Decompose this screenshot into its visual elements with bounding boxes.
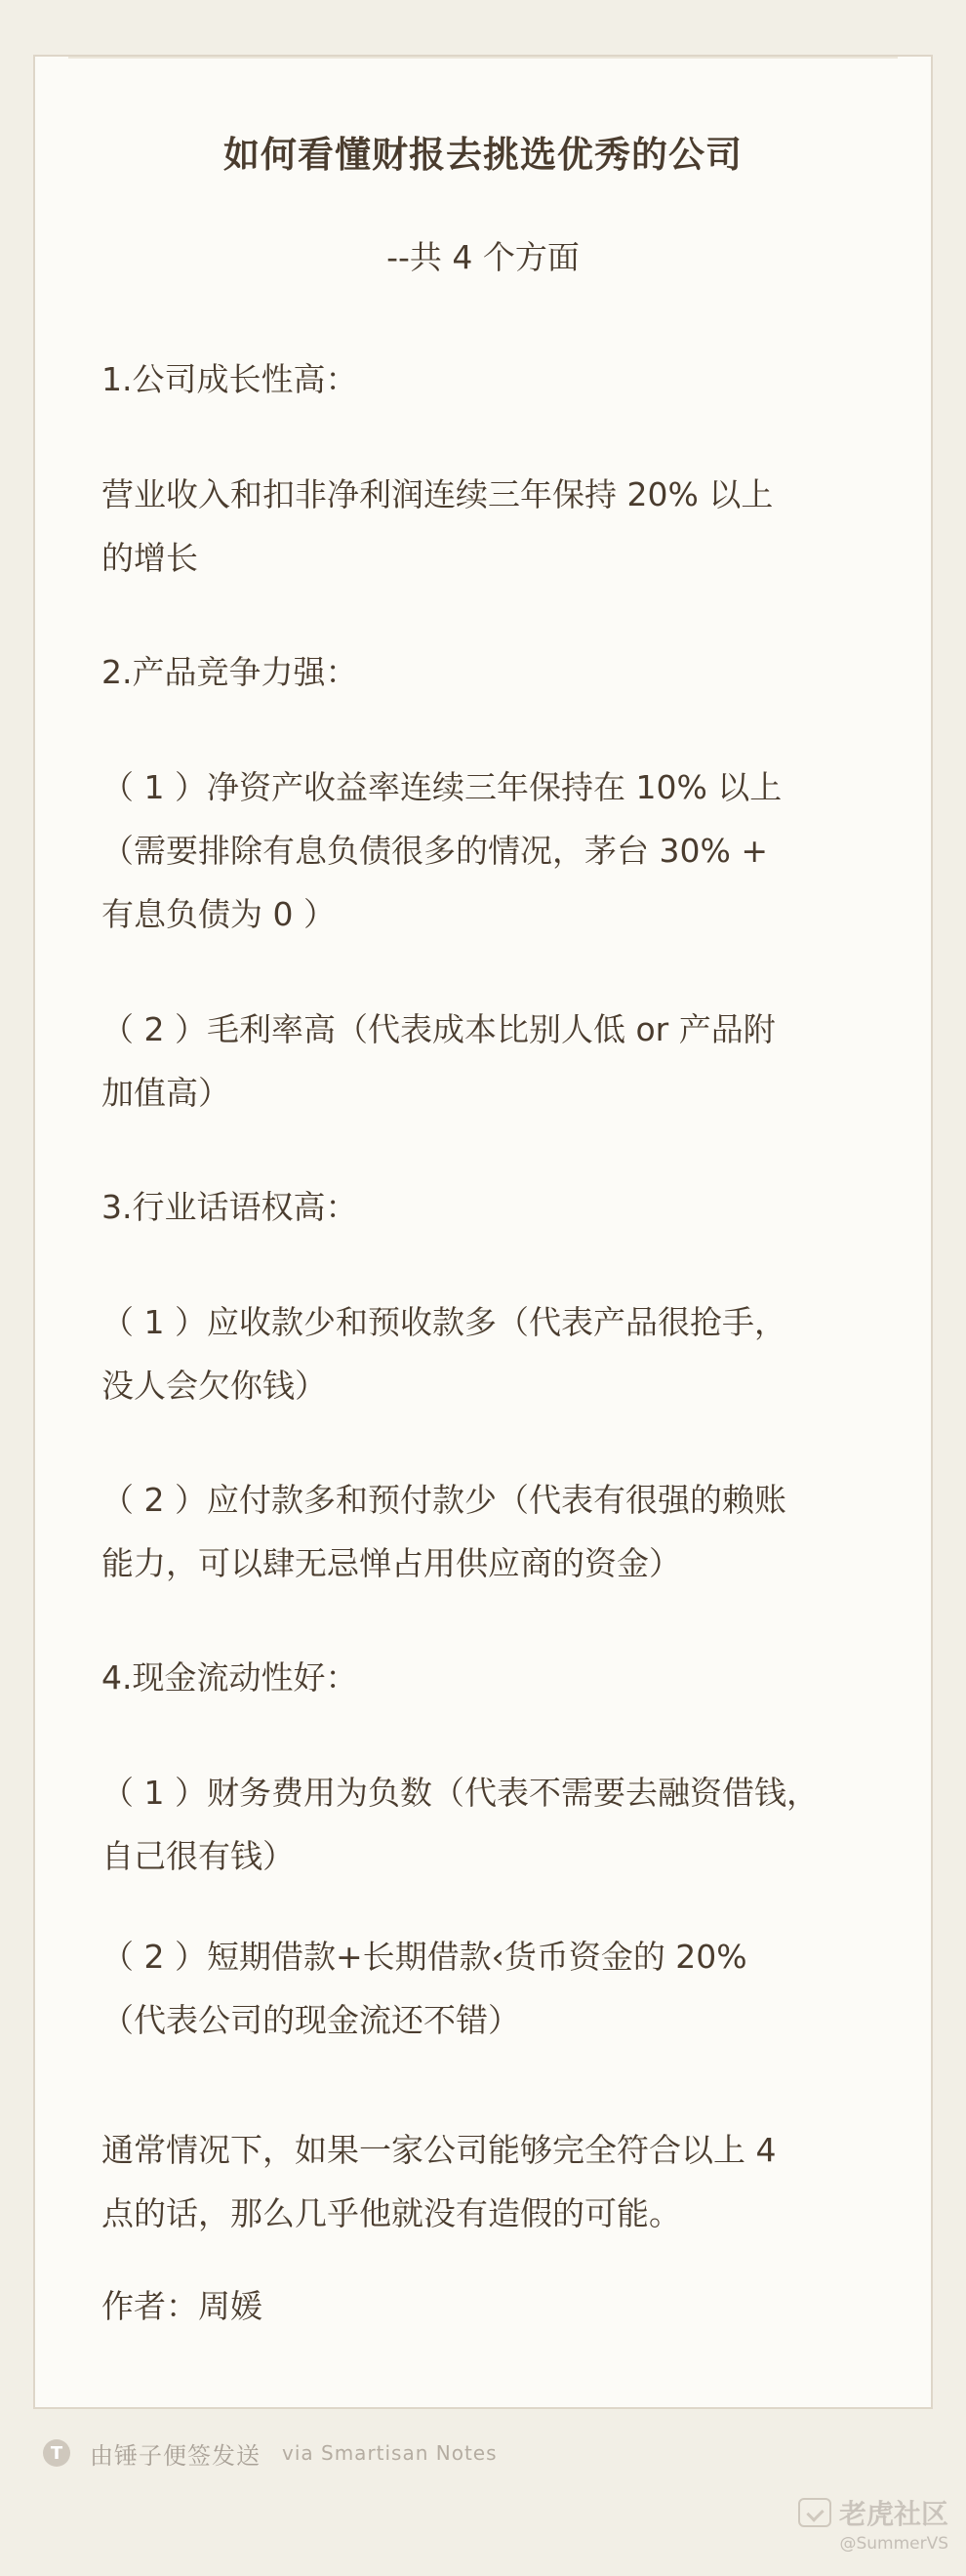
paragraph-line: （ 1 ）净资产收益率连续三年保持在 10% 以上 bbox=[101, 768, 783, 806]
paragraph-line: （ 2 ）毛利率高（代表成本比别人低 or 产品附 bbox=[101, 1010, 776, 1048]
footer-via-text: via Smartisan Notes bbox=[282, 2441, 498, 2465]
tiger-community-logo-icon bbox=[798, 2498, 831, 2527]
paragraph-line: （需要排除有息负债很多的情况，茅台 30% + bbox=[101, 832, 768, 870]
paragraph-line: 4.现金流动性好： bbox=[101, 1658, 358, 1697]
paragraph-line: 没人会欠你钱） bbox=[101, 1367, 327, 1405]
paragraph-line: 2.产品竞争力强： bbox=[101, 653, 358, 691]
watermark bbox=[798, 2493, 948, 2554]
paragraph-line: 作者：周媛 bbox=[101, 2287, 262, 2325]
watermark-user: @SummerVS bbox=[839, 2534, 948, 2554]
paragraph bbox=[101, 1290, 882, 1417]
note-subtitle: --共 4 个方面 bbox=[386, 238, 580, 276]
paragraph-line: 通常情况下，如果一家公司能够完全符合以上 4 bbox=[101, 2131, 777, 2169]
paragraph-line: （ 2 ）短期借款+长期借款‹货币资金的 20% bbox=[101, 1938, 747, 1976]
paragraph-line: 营业收入和扣非净利润连续三年保持 20% 以上 bbox=[101, 475, 774, 513]
paragraph bbox=[101, 1925, 882, 2052]
note-title: 如何看懂财报去挑选优秀的公司 bbox=[223, 134, 743, 176]
paragraph-line: 1.公司成长性高： bbox=[101, 360, 358, 398]
section-heading-4 bbox=[101, 1646, 882, 1709]
paragraph-line: 能力，可以肆无忌惮占用供应商的资金） bbox=[101, 1544, 681, 1582]
paragraph-line: （ 1 ）财务费用为负数（代表不需要去融资借钱， bbox=[101, 1774, 819, 1812]
paragraph-line: 的增长 bbox=[101, 539, 198, 577]
paragraph bbox=[101, 998, 882, 1124]
paragraph-line: （代表公司的现金流还不错） bbox=[101, 2001, 520, 2039]
paragraph-line: 点的话，那么几乎他就没有造假的可能。 bbox=[101, 2194, 681, 2232]
paragraph-line: （ 1 ）应收款少和预收款多（代表产品很抢手， bbox=[101, 1303, 786, 1341]
paragraph-line: （ 2 ）应付款多和预付款少（代表有很强的赖账 bbox=[101, 1481, 786, 1519]
footer-sent-text: 由锤子便签发送 bbox=[90, 2441, 261, 2470]
top-divider bbox=[68, 57, 898, 59]
watermark-brand: 老虎社区 bbox=[838, 2498, 948, 2530]
paragraph bbox=[101, 1761, 882, 1888]
footer bbox=[43, 2433, 498, 2473]
section-heading-3 bbox=[101, 1175, 882, 1239]
paragraph bbox=[101, 1468, 882, 1595]
note-card bbox=[33, 55, 933, 2409]
paragraph bbox=[101, 756, 882, 946]
paragraph-line: 有息负债为 0 ） bbox=[101, 895, 336, 933]
author-line bbox=[101, 2274, 882, 2338]
paragraph bbox=[101, 463, 882, 590]
paragraph-line: 3.行业话语权高： bbox=[101, 1188, 358, 1226]
section-heading-2 bbox=[101, 640, 882, 704]
paragraph bbox=[101, 2118, 882, 2245]
paragraph-line: 自己很有钱） bbox=[101, 1837, 295, 1875]
smartisan-t-icon: T bbox=[43, 2439, 70, 2467]
section-heading-1 bbox=[101, 348, 882, 411]
paragraph-line: 加值高） bbox=[101, 1074, 230, 1112]
